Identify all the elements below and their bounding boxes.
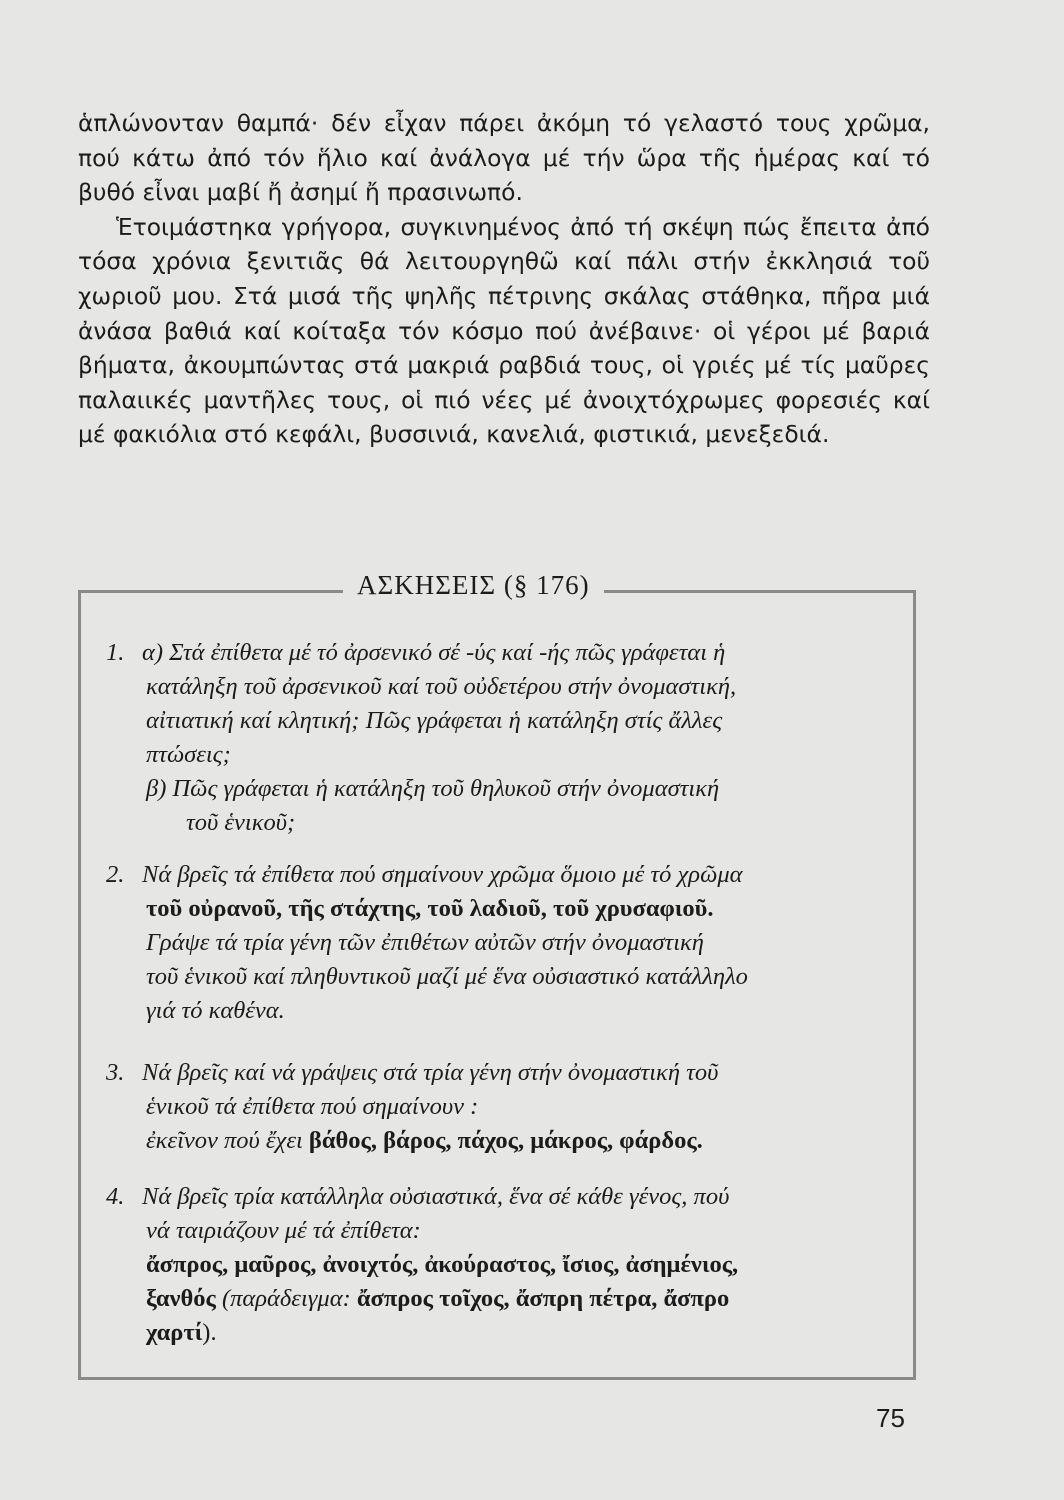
exercise-4-bold-example: ἄσπρος τοῖχος, ἄσπρη πέτρα, ἄσπρο: [356, 1285, 730, 1312]
exercise-4-closing: ).: [202, 1319, 217, 1346]
exercise-2-number: 2.: [106, 861, 125, 888]
exercise-3-number: 3.: [106, 1059, 125, 1086]
exercise-3: [106, 1056, 890, 1158]
exercise-3-line-3-prefix: ἐκεῖνον πού ἔχει: [146, 1127, 303, 1154]
exercise-1a-line-3: αἰτιατική καί κλητική; Πῶς γράφεται ἡ κατάληξη στίς ἄλλες: [146, 707, 723, 734]
exercise-4-number: 4.: [106, 1183, 125, 1210]
exercise-4-line-1: Νά βρεῖς τρία κατάλληλα οὐσιαστικά, ἕνα σέ κάθε γένος, πού: [142, 1183, 730, 1210]
exercise-2-line-5: γιά τό καθένα.: [146, 997, 285, 1024]
exercise-4-bold-charti: χαρτί: [146, 1319, 203, 1346]
exercise-4-example-label: (παράδειγμα:: [222, 1285, 351, 1312]
exercise-1: [106, 636, 890, 840]
exercise-4: [106, 1180, 890, 1350]
exercise-3-bold-nouns: βάθος, βάρος, πάχος, μάκρος, φάρδος.: [308, 1127, 703, 1154]
exercise-1a-line-2: κατάληξη τοῦ ἀρσενικοῦ καί τοῦ οὐδετέρου στήν ὀνομαστική,: [146, 673, 737, 700]
exercise-1b-line-2: τοῦ ἑνικοῦ;: [186, 809, 296, 836]
exercise-box-title: ΑΣΚΗΣΕΙΣ (§ 176): [343, 568, 604, 602]
prose-text: [78, 106, 930, 452]
exercise-1-number: 1.: [106, 639, 125, 666]
exercise-1b-line-1: β) Πῶς γράφεται ἡ κατάληξη τοῦ θηλυκοῦ στήν ὀνομαστική: [146, 775, 720, 802]
exercise-2-line-3: Γράψε τά τρία γένη τῶν ἐπιθέτων αὐτῶν στήν ὀνομαστική: [146, 929, 704, 956]
exercise-2-line-4: τοῦ ἑνικοῦ καί πληθυντικοῦ μαζί μέ ἕνα οὐσιαστικό κατάλληλο: [146, 963, 748, 990]
exercise-4-bold-xanthos: ξανθός: [146, 1285, 216, 1312]
prose-paragraph-1: ἁπλώνονταν θαμπά· δέν εἶχαν πάρει ἀκόμη τό γελαστό τους χρῶμα, πού κάτω ἀπό τόν ἥλιο καί ἀνάλογα μέ τήν ὥρα τῆς ἡμέρας καί τό βυθό εἶναι μαβί ἤ ἀσημί ἤ πρασινωπό.: [78, 109, 930, 207]
exercise-2: [106, 858, 890, 1028]
exercise-1a-line-1: α) Στά ἐπίθετα μέ τό ἀρσενικό σέ -ύς καί -ής πῶς γράφεται ἡ: [142, 639, 726, 666]
exercise-3-line-2: ἑνικοῦ τά ἐπίθετα πού σημαίνουν :: [146, 1093, 479, 1120]
exercise-4-bold-adjectives: ἄσπρος, μαῦρος, ἀνοιχτός, ἀκούραστος, ἴσιος, ἀσημένιος,: [146, 1251, 739, 1278]
exercise-1a-line-4: πτώσεις;: [146, 741, 231, 768]
exercise-2-line-1: Νά βρεῖς τά ἐπίθετα πού σημαίνουν χρῶμα ὅμοιο μέ τό χρῶμα: [142, 861, 743, 888]
prose-paragraph-2: Ἑτοιμάστηκα γρήγορα, συγκινημένος ἀπό τή σκέψη πώς ἔπειτα ἀπό τόσα χρόνια ξενιτιᾶς θά λειτουργηθῶ καί πάλι στήν ἐκκλησιά τοῦ χωριοῦ μου. Στά μισά τῆς ψηλῆς πέτρινης σκάλας στάθηκα, πῆρα μιά ἀνάσα βαθιά καί κοίταξα τόν κόσμο πού ἀνέβαινε· οἱ γέροι μέ βαριά βήματα, ἀκουμπώντας στά μακριά ραβδιά τους, οἱ γριές μέ τίς μαῦρες παλαιικές μαντῆλες τους, οἱ πιό νέες μέ ἀνοιχτόχρωμες φορεσιές καί μέ φακιόλια στό κεφάλι, βυσσινιά, κανελιά, φιστικιά, μενεξεδιά.: [78, 212, 930, 449]
exercise-3-line-1: Νά βρεῖς καί νά γράψεις στά τρία γένη στήν ὀνομαστική τοῦ: [142, 1059, 719, 1086]
exercise-4-line-2: νά ταιριάζουν μέ τά ἐπίθετα:: [146, 1217, 421, 1244]
page-number: 75: [876, 1403, 905, 1433]
exercise-2-bold-colors: τοῦ οὐρανοῦ, τῆς στάχτης, τοῦ λαδιοῦ, τοῦ χρυσαφιοῦ.: [146, 895, 714, 922]
